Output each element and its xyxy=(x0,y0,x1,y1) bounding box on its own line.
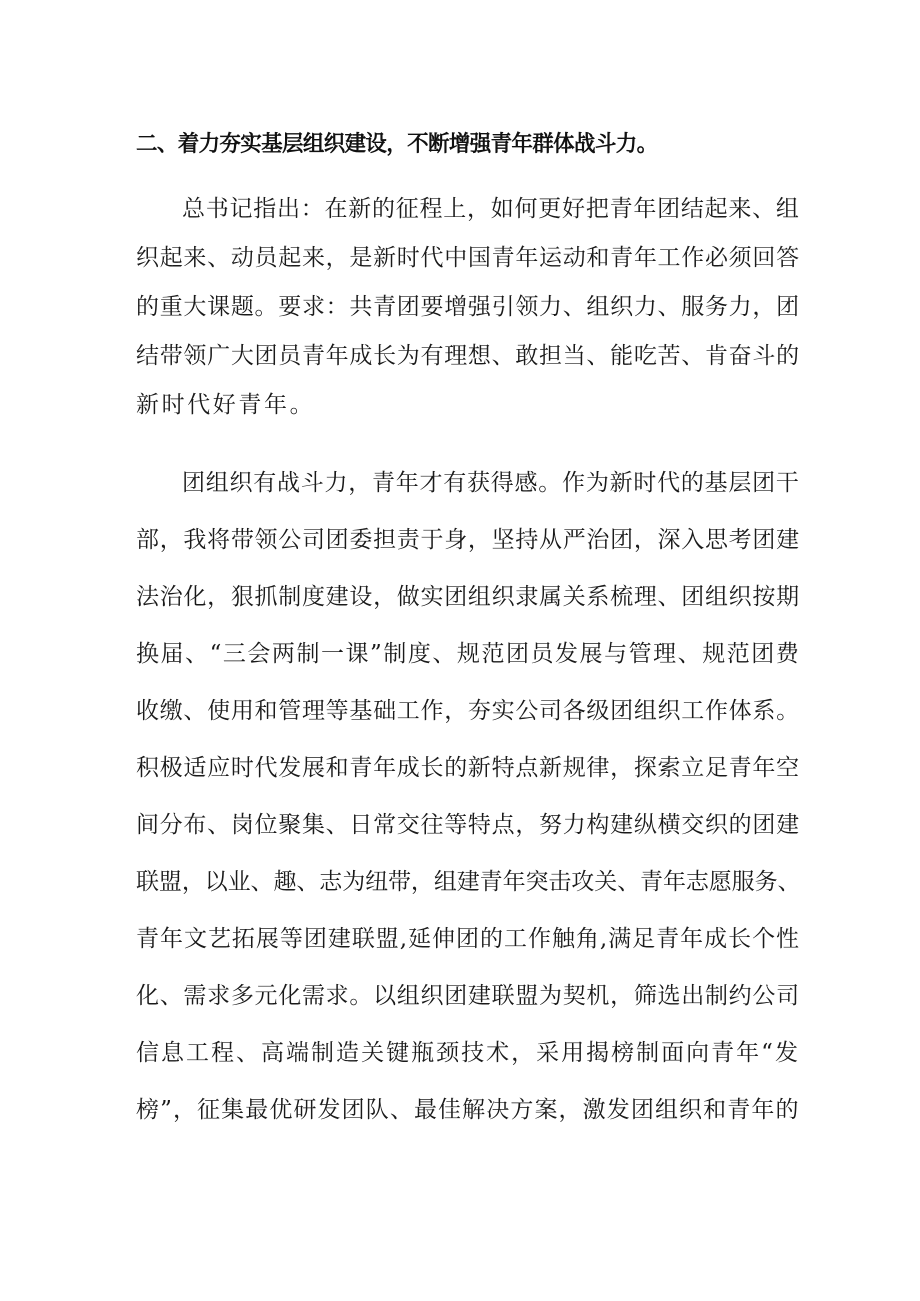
paragraph-line: 积极适应时代发展和青年成长的新特点新规律，探索立足青年空 xyxy=(136,755,800,781)
paragraph-line: 新时代好青年。 xyxy=(136,392,316,418)
paragraph-line: 青年文艺拓展等团建联盟,延伸团的工作触角,满足青年成长个性 xyxy=(136,926,801,952)
paragraph-line: 间分布、岗位聚集、日常交往等特点，努力构建纵横交织的团建 xyxy=(136,812,800,838)
section-heading: 二、着力夯实基层组织建设，不断增强青年群体战斗力。 xyxy=(136,132,658,157)
paragraph-line: 信息工程、高端制造关键瓶颈技术，采用揭榜制面向青年“发 xyxy=(136,1040,800,1066)
paragraph-line: 收缴、使用和管理等基础工作，夯实公司各级团组织工作体系。 xyxy=(136,698,800,724)
paragraph-line: 团组织有战斗力，青年才有获得感。作为新时代的基层团干 xyxy=(182,470,800,496)
paragraph-line: 换届、“三会两制一课”制度、规范团员发展与管理、规范团费 xyxy=(136,641,801,667)
paragraph-line: 织起来、动员起来，是新时代中国青年运动和青年工作必须回答 xyxy=(136,245,800,271)
paragraph-line: 结带领广大团员青年成长为有理想、敢担当、能吃苦、肯奋斗的 xyxy=(136,343,800,369)
paragraph-line: 化、需求多元化需求。以组织团建联盟为契机，筛选出制约公司 xyxy=(136,983,800,1009)
paragraph-line: 联盟，以业、趣、志为纽带，组建青年突击攻关、青年志愿服务、 xyxy=(136,869,801,895)
paragraph-line: 部，我将带领公司团委担责于身，坚持从严治团，深入思考团建 xyxy=(136,527,800,553)
paragraph-line: 法治化，狠抓制度建设，做实团组织隶属关系梳理、团组织按期 xyxy=(136,584,800,610)
paragraph-line: 榜”，征集最优研发团队、最佳解决方案，激发团组织和青年的 xyxy=(136,1097,800,1123)
paragraph-line: 的重大课题。要求：共青团要增强引领力、组织力、服务力，团 xyxy=(136,294,800,320)
paragraph-line: 总书记指出：在新的征程上，如何更好把青年团结起来、组 xyxy=(182,196,800,222)
